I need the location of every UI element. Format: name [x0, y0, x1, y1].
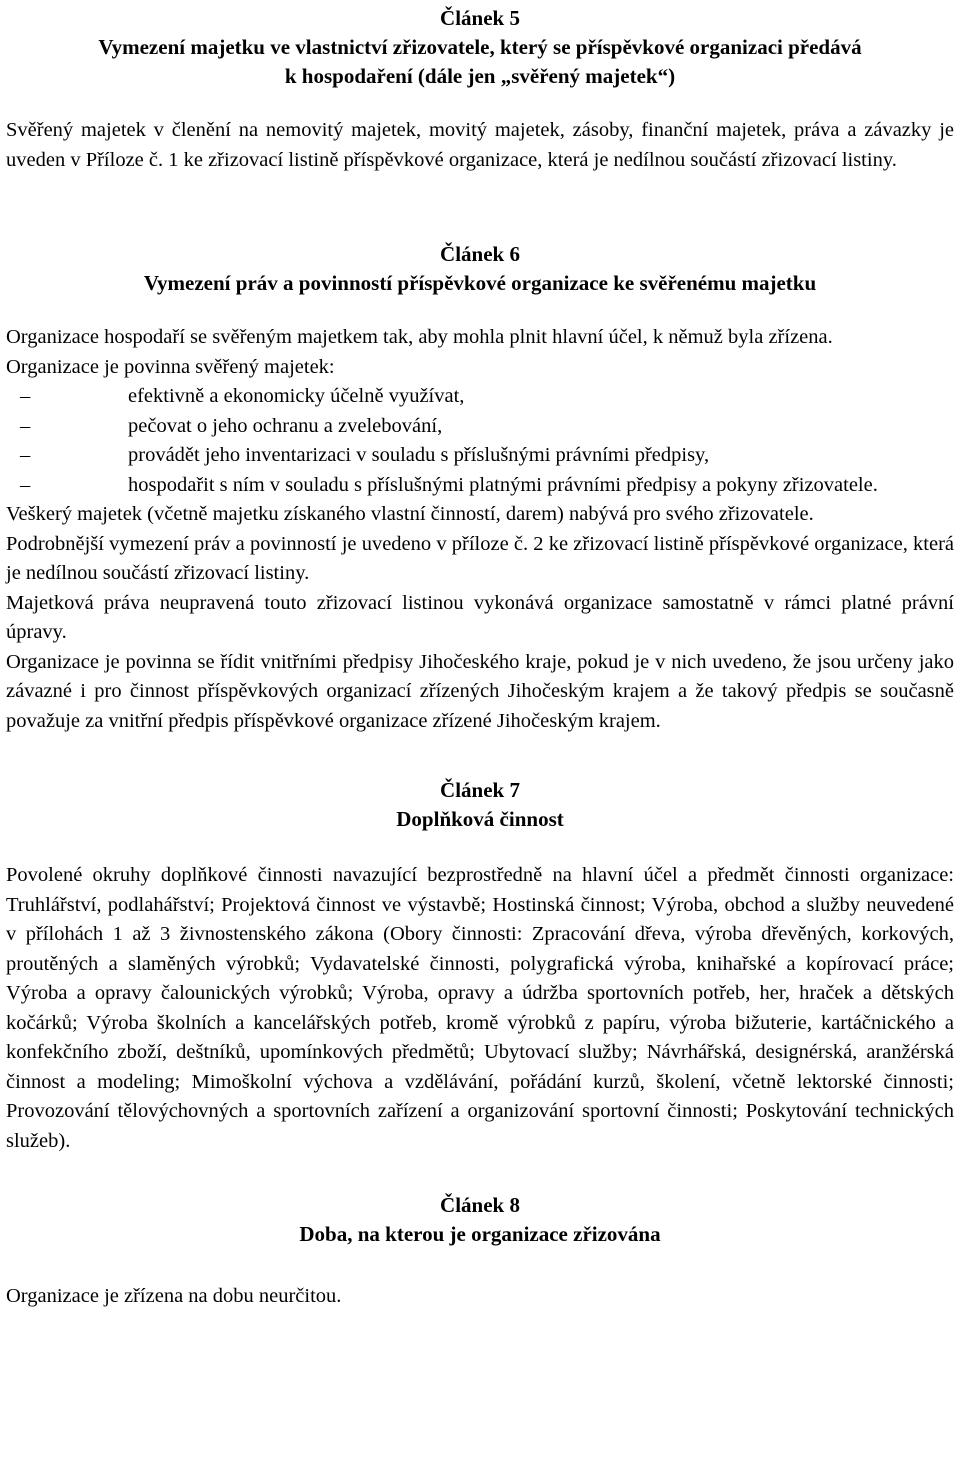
article-7-title: Doplňková činnost — [396, 807, 564, 831]
article-6-paragraph-3: Podrobnější vymezení práv a povinností je uvedeno v příloze č. 2 ke zřizovací listině příspěvkové organizace, která je nedílnou součástí zřizovací listiny. — [6, 532, 954, 584]
article-6-paragraph-1: Organizace hospodaří se svěřeným majetkem tak, aby mohla plnit hlavní účel, k němuž byla zřízena. — [6, 326, 833, 348]
dash-bullet: – — [20, 414, 31, 437]
duty-item — [6, 471, 954, 501]
document-page — [6, 0, 954, 1312]
article-8-title: Doba, na kterou je organizace zřizována — [299, 1222, 661, 1246]
duty-text: efektivně a ekonomicky účelně využívat, — [128, 385, 465, 407]
article-6-duties-intro: Organizace je povinna svěřený majetek: — [6, 355, 335, 378]
article-6 — [6, 240, 954, 736]
article-7-number: Článek 7 — [440, 778, 520, 802]
article-7 — [6, 776, 954, 1156]
duty-text: hospodařit s ním v souladu s příslušnými platnými právními předpisy a pokyny zřizovatele. — [128, 473, 878, 496]
duties-list — [6, 382, 954, 500]
article-6-number: Článek 6 — [440, 242, 520, 266]
dash-bullet: – — [20, 444, 31, 466]
article-8 — [6, 1191, 954, 1312]
article-8-body: Organizace je zřízena na dobu neurčitou. — [6, 1285, 342, 1307]
article-5-title-line-2: k hospodaření (dále jen „svěřený majetek“) — [284, 64, 676, 88]
article-5-number: Článek 5 — [440, 6, 520, 30]
article-6-title: Vymezení práv a povinností příspěvkové organizace ke svěřenému majetku — [143, 271, 817, 295]
article-7-body: Povolené okruhy doplňkové činnosti navazující bezprostředně na hlavní účel a předmět činnosti organizace: Truhlářství, podlahářství; Projektová činnost ve výstavbě; Hostinská činnost; Výroba, obchod a služby neuvedené v přílohách 1 až 3 živnostenského zákona (Obory činnosti: Zpracování dřeva, výroba dřevěných, korkových, proutěných a slaměných výrobků; Vydavatelské činnosti, polygrafická výroba, knihařské a kopírovací práce; Výroba a opravy čalounických výrobků; Výroba, opravy a údržba sportovních potřeb, her, hraček a dětských kočárků; Výroba školních a kancelářských potřeb, kromě výrobků z papíru, výroba bižuterie, kartáčnického a konfekčního zboží, deštníků, upomínkových předmětů; Ubytovací služby; Návrhářská, designérská, aranžérská činnost a modeling; Mimoškolní výchova a vzdělávání, pořádání kurzů, školení, včetně lektorské činnosti; Provozování tělovýchovných a sportovních zařízení a organizování sportovní činnosti; Poskytování technických služeb). — [6, 864, 954, 1152]
article-8-number: Článek 8 — [440, 1193, 520, 1217]
duty-item — [6, 382, 954, 412]
duty-item — [6, 441, 954, 471]
dash-bullet: – — [20, 385, 31, 407]
duty-text: provádět jeho inventarizaci v souladu s příslušnými právními předpisy, — [128, 444, 710, 466]
article-6-paragraph-2: Veškerý majetek (včetně majetku získaného vlastní činností, darem) nabývá pro svého zřizovatele. — [6, 503, 814, 525]
dash-bullet: – — [20, 473, 31, 496]
duty-item — [6, 412, 954, 442]
article-6-paragraph-5: Organizace je povinna se řídit vnitřními předpisy Jihočeského kraje, pokud je v nich uvedeno, že jsou určeny jako závazné i pro činnost příspěvkových organizací zřízených Jihočeským krajem a že takový předpis se současně považuje za vnitřní předpis příspěvkové organizace zřízené Jihočeským krajem. — [6, 650, 954, 732]
duty-text: pečovat o jeho ochranu a zvelebování, — [128, 414, 443, 437]
article-6-paragraph-4: Majetková práva neupravená touto zřizovací listinou vykonává organizace samostatně v rámci platné právní úpravy. — [6, 591, 954, 643]
article-5 — [6, 0, 954, 175]
article-5-body: Svěřený majetek v členění na nemovitý majetek, movitý majetek, zásoby, finanční majetek, práva a závazky je uveden v Příloze č. 1 ke zřizovací listině příspěvkové organizace, která je nedílnou součástí zřizovací listiny. — [6, 119, 954, 171]
article-5-title-line-1: Vymezení majetku ve vlastnictví zřizovatele, který se příspěvkové organizaci předává — [98, 35, 862, 59]
